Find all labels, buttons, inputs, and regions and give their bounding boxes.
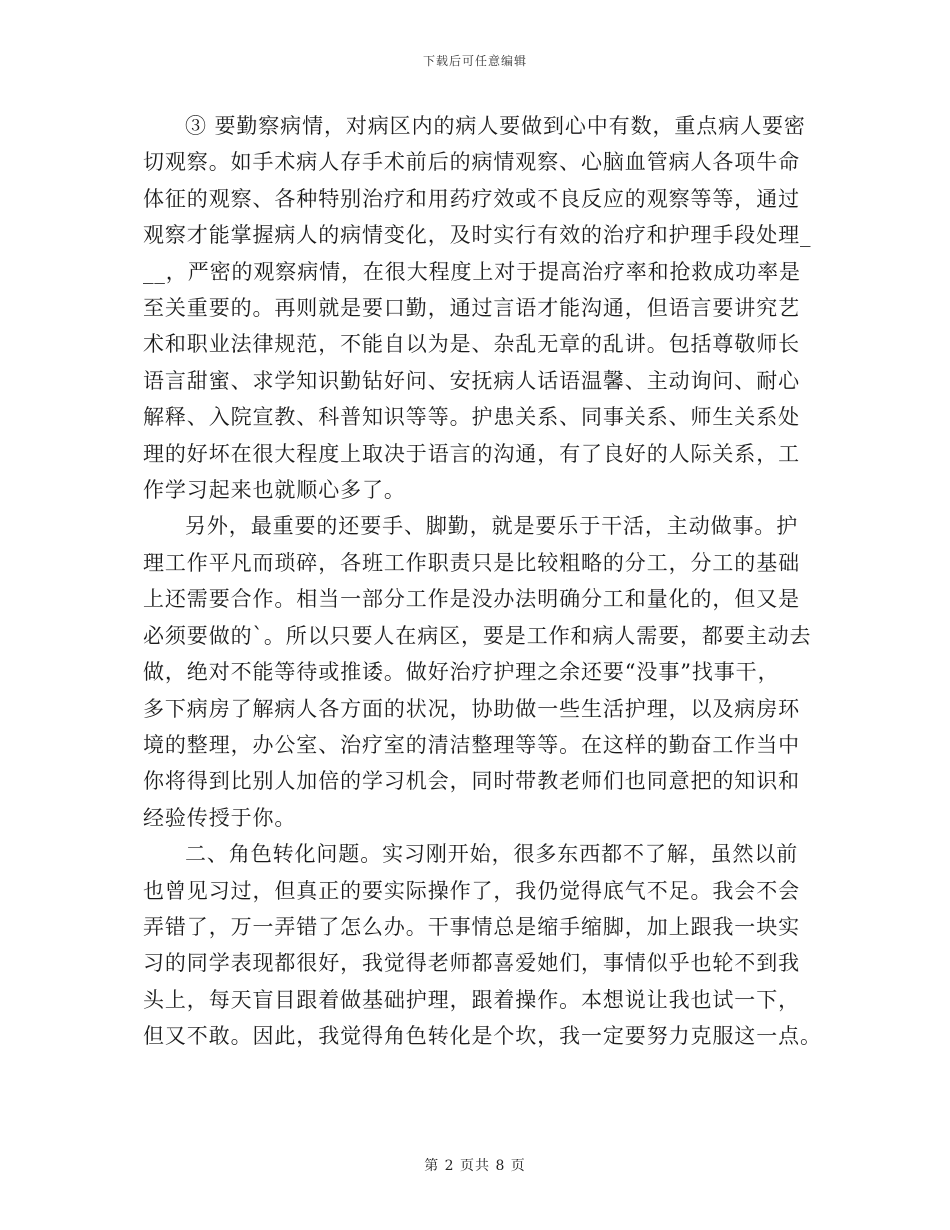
text-line: 习的同学表现都很好，我觉得老师都喜爱她们，事情似乎也轮不到我: [143, 951, 800, 976]
text-line: 理工作平凡而琐碎，各班工作职责只是比较粗略的分工，分工的基础: [143, 550, 800, 575]
text-line: 也曾见习过，但真正的要实际操作了，我仍觉得底气不足。我会不会: [143, 878, 800, 903]
text-line: 弄错了，万一弄错了怎么办。干事情总是缩手缩脚，加上跟我一块实: [143, 914, 800, 939]
text-line: 你将得到比别人加倍的学习机会，同时带教老师们也同意把的知识和: [143, 769, 800, 794]
paragraph-diligence: [143, 508, 813, 836]
text-line: 头上，每天盲目跟着做基础护理，跟着操作。本想说让我也试一下，: [143, 987, 800, 1012]
text-line: 多下病房了解病人各方面的状况，协助做一些生活护理，以及病房环: [143, 696, 800, 721]
page-number: 第 2 页共 8 页: [424, 1158, 526, 1174]
document-body: [143, 108, 822, 1055]
text-line: 做，绝对不能等待或推诿。做好治疗护理之余还要“没事”找事干，: [143, 660, 780, 685]
text-line: 理的好坏在很大程度上取决于语言的沟通，有了良好的人际关系，工: [143, 441, 800, 466]
text-line: 语言甜蜜、求学知识勤钻好问、安抚病人话语温馨、主动询问、耐心: [143, 368, 800, 393]
text-line: 境的整理，办公室、治疗室的清洁整理等等。在这样的勤奋工作当中: [143, 732, 800, 757]
text-line: 经验传授于你。: [143, 805, 297, 830]
text-line: 至关重要的。再则就是要口勤，通过言语才能沟通，但语言要讲究艺: [143, 296, 800, 321]
text-line: 上还需要合作。相当一部分工作是没办法明确分工和量化的，但又是: [143, 587, 800, 612]
text-line: 观察才能掌握病人的病情变化，及时实行有效的治疗和护理手段处理_: [143, 223, 812, 248]
text-line: 解释、入院宣教、科普知识等等。护患关系、同事关系、师生关系处: [143, 405, 800, 430]
text-line: 但又不敢。因此，我觉得角色转化是个坎，我一定要努力克服这一点。: [143, 1024, 822, 1049]
text-line: 术和职业法律规范，不能自以为是、杂乱无章的乱讲。包括尊敬师长: [143, 332, 800, 357]
text-line: 切观察。如手术病人存手术前后的病情观察、心脑血管病人各项牛命: [143, 150, 800, 175]
paragraph-role-transition: [143, 836, 822, 1054]
text-line: 作学习起来也就顺心多了。: [143, 478, 406, 503]
page-header-note: 下载后可任意编辑: [422, 54, 527, 68]
text-line: __，严密的观察病情，在很大程度上对于提高治疗率和抢救成功率是: [143, 259, 801, 284]
text-line: 体征的观察、各种特别治疗和用药疗效或不良反应的观察等等，通过: [143, 186, 800, 211]
paragraph-observation: [143, 108, 813, 508]
text-line: 另外，最重要的还要手、脚勤，就是要乐于干活，主动做事。护: [185, 514, 799, 539]
text-line: 二、角色转化问题。实习刚开始，很多东西都不了解，虽然以前: [185, 842, 799, 867]
text-line: ③ 要勤察病情，对病区内的病人要做到心中有数，重点病人要密: [185, 114, 806, 138]
text-line: 必须要做的`。所以只要人在病区，要是工作和病人需要，都要主动去: [143, 623, 812, 648]
